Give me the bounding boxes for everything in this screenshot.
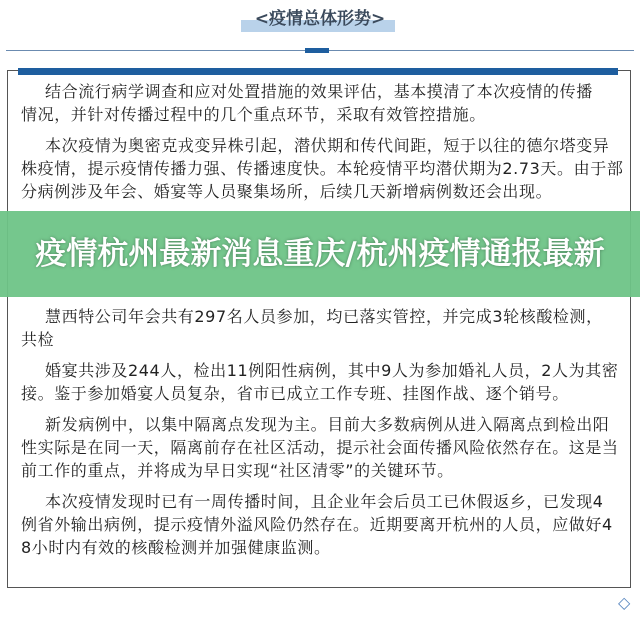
paragraph-line: 慧西特公司年会共有297名人员参加，均已落实管控，并完成3轮核酸检测， bbox=[45, 307, 603, 326]
article-body bbox=[0, 80, 640, 567]
paragraph-line: 前工作的重点，并将成为早日实现“社区清零”的关键环节。 bbox=[21, 461, 454, 480]
paragraph-line: 婚宴共涉及244人，检出11例阳性病例，其中9人为参加婚礼人员，2人为其密 bbox=[45, 361, 619, 380]
paragraph bbox=[0, 134, 640, 203]
paragraph bbox=[0, 359, 640, 405]
banner-title: 疫情杭州最新消息重庆/杭州疫情通报最新 bbox=[35, 236, 605, 272]
paragraph-line: 8小时内有效的核酸检测并加强健康监测。 bbox=[21, 538, 331, 557]
title-banner bbox=[0, 211, 640, 297]
paragraph-line: 情况，并针对传播过程中的几个重点环节，采取有效管控措施。 bbox=[21, 105, 486, 124]
divider-accent bbox=[305, 48, 329, 53]
paragraph bbox=[0, 413, 640, 482]
content-box-top-bar bbox=[18, 68, 618, 75]
paragraph-line: 分病例涉及年会、婚宴等人员聚集场所，后续几天新增病例数还会出现。 bbox=[21, 182, 553, 201]
paragraph-line: 本次疫情为奥密克戎变异株引起，潜伏期和传代间距，短于以往的德尔塔变异 bbox=[45, 136, 610, 155]
paragraph bbox=[0, 490, 640, 559]
paragraph bbox=[0, 80, 640, 126]
paragraph-line: 共检 bbox=[21, 330, 55, 349]
paragraph-line: 本次疫情发现时已有一周传播时间，且企业年会后员工已休假返乡，已发现4 bbox=[45, 492, 604, 511]
paragraph-line: 例省外输出病例，提示疫情外溢风险仍然存在。近期要离开杭州的人员，应做好4 bbox=[21, 515, 613, 534]
paragraph-line: 株疫情，提示疫情传播力强、传播速度快。本轮疫情平均潜伏期为2.73天。由于部 bbox=[21, 159, 624, 178]
paragraph bbox=[0, 305, 640, 351]
paragraph-line: 接。鉴于参加婚宴人员复杂，省市已成立工作专班、挂图作战、逐个销号。 bbox=[21, 384, 569, 403]
paragraph-line: 性实际是在同一天，隔离前存在社区活动，提示社会面传播风险依然存在。这是当 bbox=[21, 438, 619, 457]
paragraph-line: 新发病例中，以集中隔离点发现为主。目前大多数病例从进入隔离点到检出阳 bbox=[45, 415, 610, 434]
paragraph-line: 结合流行病学调查和应对处置措施的效果评估，基本摸清了本次疫情的传播 bbox=[45, 82, 593, 101]
diamond-outline-icon: ◇ bbox=[618, 593, 631, 612]
section-title: <疫情总体形势> bbox=[254, 9, 386, 29]
